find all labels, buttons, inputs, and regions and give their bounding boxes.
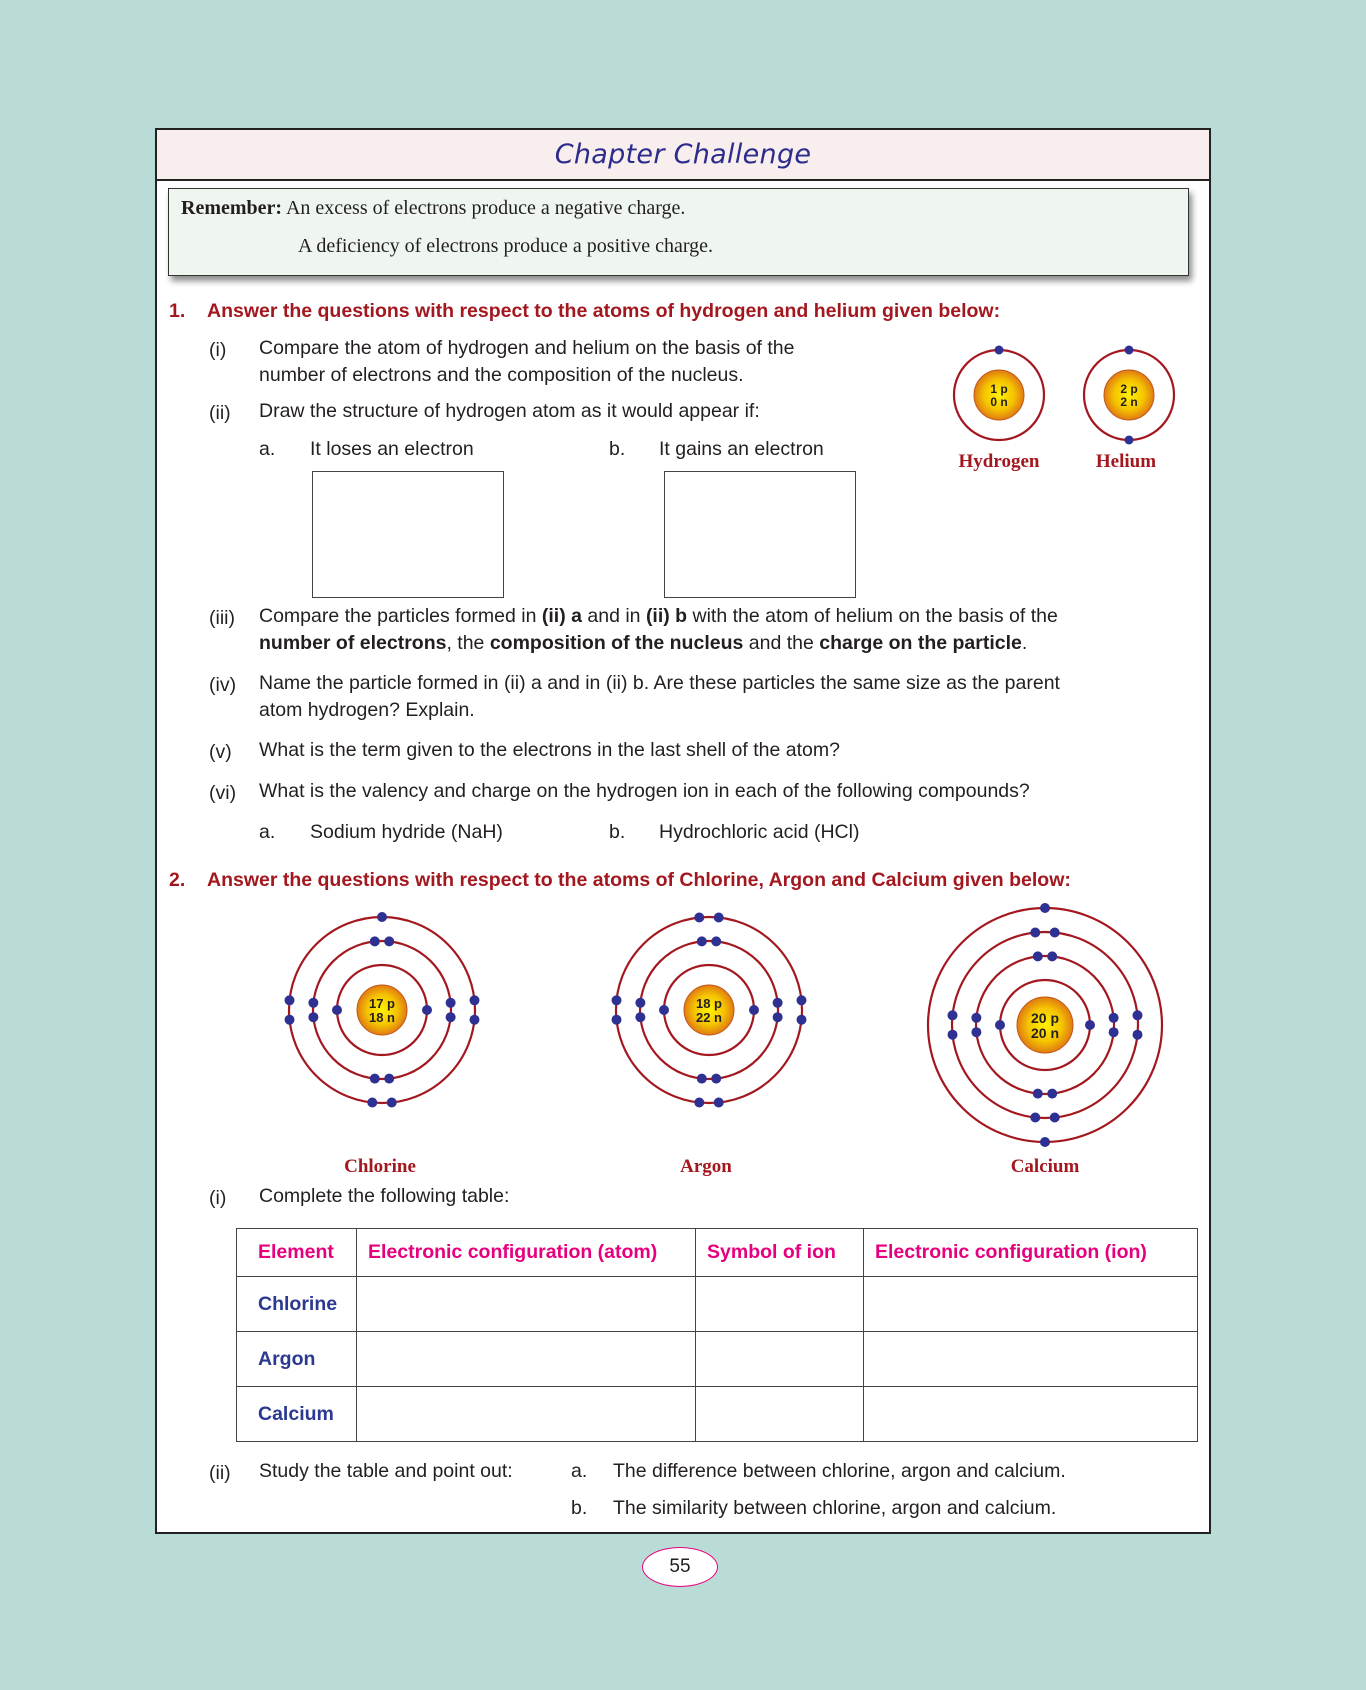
q1-ii-label: (ii)	[209, 402, 231, 424]
q1-iii-text: Compare the particles formed in (ii) a and in (ii) b with the atom of helium on the basis of the number of electrons, the composition of the nucleus and the charge on the particle.	[259, 605, 1058, 654]
electron	[1085, 1020, 1095, 1030]
proton-count: 18 p	[695, 996, 723, 1011]
electron	[1125, 346, 1134, 355]
q1-iv-label: (iv)	[209, 674, 237, 696]
q2-ii-label: (ii)	[209, 1462, 231, 1484]
electron	[446, 1012, 456, 1022]
q2-i-text: Complete the following table:	[259, 1185, 510, 1207]
header-symbol-ion: Symbol of ion	[696, 1229, 864, 1277]
electron	[1050, 928, 1060, 938]
electron	[1030, 1112, 1040, 1122]
electron	[773, 998, 783, 1008]
q1-ii-a-text: It loses an electron	[310, 438, 474, 460]
helium-atom-diagram	[1074, 340, 1184, 450]
answer-cell[interactable]	[357, 1387, 696, 1442]
electron	[1040, 903, 1050, 913]
electron	[1030, 928, 1040, 938]
proton-count: 20 p	[1030, 1010, 1060, 1026]
proton-count: 1 p	[990, 382, 1008, 396]
electron	[384, 1074, 394, 1084]
electron	[971, 1013, 981, 1023]
calcium-label: Calcium	[1010, 1156, 1080, 1177]
electron	[1050, 1112, 1060, 1122]
electron	[332, 1005, 342, 1015]
q1-ii-b-text: It gains an electron	[659, 438, 824, 460]
electron	[948, 1030, 958, 1040]
question-2-heading: 2. Answer the questions with respect to the atoms of Chlorine, Argon and Calcium given below:	[169, 869, 1071, 891]
helium-label: Helium	[1095, 451, 1157, 472]
electron	[1047, 1089, 1057, 1099]
electron	[749, 1005, 759, 1015]
answer-cell[interactable]	[357, 1332, 696, 1387]
element-cell: Chlorine	[237, 1277, 357, 1332]
electron	[635, 1012, 645, 1022]
electron	[1109, 1027, 1119, 1037]
argon-atom-diagram	[609, 910, 809, 1110]
proton-count: 2 p	[1120, 382, 1138, 396]
remember-box	[168, 188, 1189, 276]
electron	[469, 995, 479, 1005]
worksheet-page	[155, 128, 1211, 1534]
answer-box-loses-electron[interactable]	[312, 471, 504, 598]
electron	[1125, 436, 1134, 445]
q1-vi-text: What is the valency and charge on the hydrogen ion in each of the following compounds?	[259, 780, 1030, 802]
q1-i-label: (i)	[209, 339, 227, 361]
element-cell: Argon	[237, 1332, 357, 1387]
q1-vi-label: (vi)	[209, 782, 237, 804]
q1-ii-a-label: a.	[259, 438, 276, 460]
electron	[948, 1010, 958, 1020]
table-row	[237, 1332, 1198, 1387]
electron	[659, 1005, 669, 1015]
electron	[995, 346, 1004, 355]
q2-i-label: (i)	[209, 1187, 227, 1209]
q1-v-label: (v)	[209, 741, 232, 763]
q2-ii-a-label: a.	[571, 1460, 588, 1482]
calcium-atom-diagram	[930, 910, 1160, 1140]
hydrogen-atom-diagram	[944, 340, 1054, 450]
remember-line-2: A deficiency of electrons produce a positive charge.	[298, 235, 714, 257]
element-cell: Calcium	[237, 1387, 357, 1442]
electron	[367, 1097, 377, 1107]
electron	[796, 1015, 806, 1025]
table-row	[237, 1277, 1198, 1332]
header-config-ion: Electronic configuration (ion)	[864, 1229, 1198, 1277]
electron	[697, 936, 707, 946]
q1-vi-a-label: a.	[259, 821, 276, 843]
answer-cell[interactable]	[864, 1387, 1198, 1442]
electron	[971, 1027, 981, 1037]
electron	[308, 998, 318, 1008]
q2-ii-b-label: b.	[571, 1497, 588, 1519]
electron	[711, 1074, 721, 1084]
answer-cell[interactable]	[864, 1277, 1198, 1332]
electron	[714, 913, 724, 923]
electron	[377, 912, 387, 922]
q1-vi-b-label: b.	[609, 821, 626, 843]
proton-count: 17 p	[368, 996, 396, 1011]
neutron-count: 18 n	[368, 1010, 396, 1025]
chlorine-label: Chlorine	[344, 1156, 416, 1177]
remember-line-1: An excess of electrons produce a negative charge.	[285, 197, 686, 219]
electron	[1132, 1010, 1142, 1020]
q1-iv-text: Name the particle formed in (ii) a and in (ii) b. Are these particles the same size as the parent atom hydrogen? Explain.	[259, 672, 1060, 721]
electron	[370, 936, 380, 946]
q1-ii-b-label: b.	[609, 438, 626, 460]
electron	[796, 995, 806, 1005]
electron	[1047, 951, 1057, 961]
electron	[422, 1005, 432, 1015]
q2-ii-text: Study the table and point out:	[259, 1460, 513, 1482]
electron	[995, 1020, 1005, 1030]
q1-i-text: Compare the atom of hydrogen and helium on the basis of the number of electrons and the composition of the nucleus.	[259, 337, 795, 386]
answer-cell[interactable]	[696, 1277, 864, 1332]
remember-label: Remember:	[181, 197, 283, 219]
electron	[308, 1012, 318, 1022]
answer-box-gains-electron[interactable]	[664, 471, 856, 598]
header-config-atom: Electronic configuration (atom)	[357, 1229, 696, 1277]
electron	[1132, 1030, 1142, 1040]
neutron-count: 22 n	[695, 1010, 723, 1025]
chlorine-atom-diagram	[282, 910, 482, 1110]
table-row	[237, 1387, 1198, 1442]
electron	[697, 1074, 707, 1084]
q1-vi-a-text: Sodium hydride (NaH)	[310, 821, 503, 843]
electron	[285, 995, 295, 1005]
answer-cell[interactable]	[864, 1332, 1198, 1387]
electron	[1033, 951, 1043, 961]
electron	[469, 1015, 479, 1025]
electron	[612, 1015, 622, 1025]
page-number: 55	[642, 1547, 718, 1587]
electron	[387, 1097, 397, 1107]
electron	[694, 1097, 704, 1107]
electron	[773, 1012, 783, 1022]
electron	[1109, 1013, 1119, 1023]
electron	[370, 1074, 380, 1084]
table-header-row	[237, 1229, 1198, 1277]
header-element: Element	[237, 1229, 357, 1277]
electron	[1033, 1089, 1043, 1099]
electron	[285, 1015, 295, 1025]
electron	[384, 936, 394, 946]
q1-iii-label: (iii)	[209, 607, 235, 629]
answer-cell[interactable]	[696, 1387, 864, 1442]
electron	[446, 998, 456, 1008]
electron	[612, 995, 622, 1005]
question-1-heading: 1. Answer the questions with respect to the atoms of hydrogen and helium given below:	[169, 300, 1001, 322]
neutron-count: 0 n	[990, 395, 1008, 409]
argon-label: Argon	[680, 1156, 732, 1177]
q2-ii-b-text: The similarity between chlorine, argon and calcium.	[613, 1497, 1057, 1519]
hydrogen-label: Hydrogen	[958, 451, 1040, 472]
electron	[635, 998, 645, 1008]
electron	[1040, 1137, 1050, 1147]
q1-ii-text: Draw the structure of hydrogen atom as it would appear if:	[259, 400, 760, 422]
answer-cell[interactable]	[357, 1277, 696, 1332]
electron	[714, 1097, 724, 1107]
neutron-count: 2 n	[1120, 395, 1138, 409]
q1-v-text: What is the term given to the electrons in the last shell of the atom?	[259, 739, 840, 761]
configuration-table	[236, 1228, 1198, 1442]
electron	[694, 913, 704, 923]
page-title: Chapter Challenge	[157, 130, 1209, 181]
q2-ii-a-text: The difference between chlorine, argon and calcium.	[613, 1460, 1066, 1482]
electron	[711, 936, 721, 946]
answer-cell[interactable]	[696, 1332, 864, 1387]
neutron-count: 20 n	[1030, 1025, 1060, 1041]
q1-vi-b-text: Hydrochloric acid (HCl)	[659, 821, 860, 843]
